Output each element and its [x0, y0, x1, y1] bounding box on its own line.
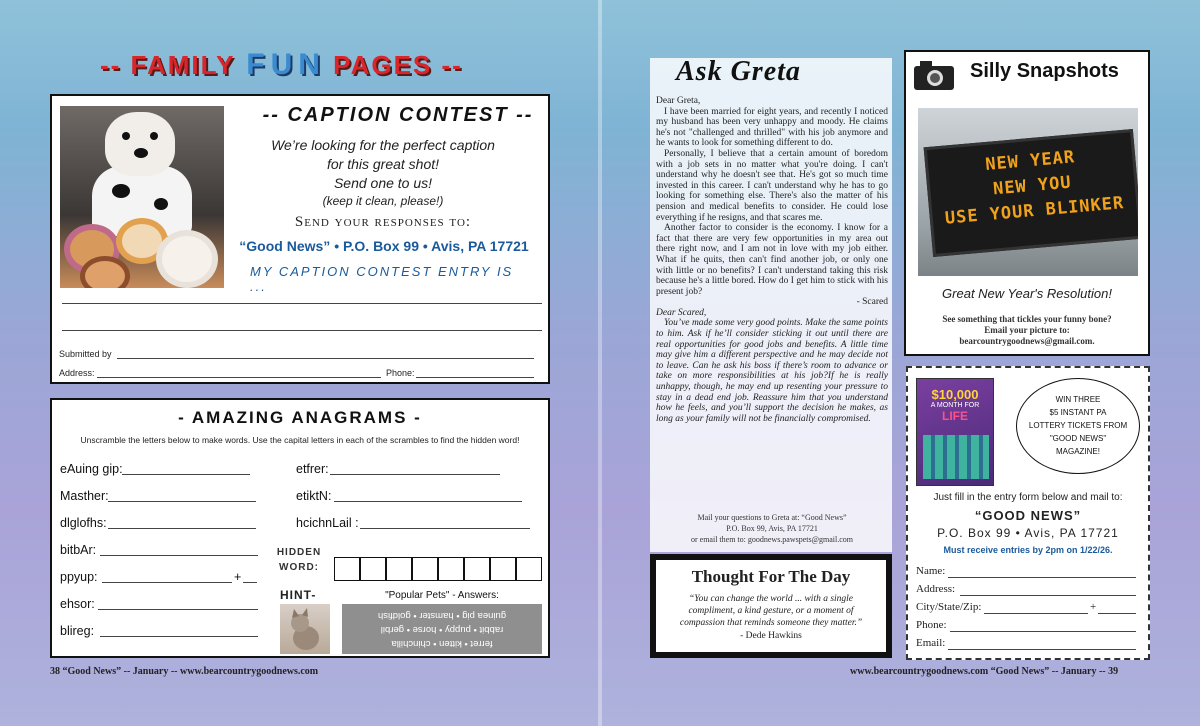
answers-line: rabbit • puppy • horse • gerbil — [380, 624, 504, 635]
greta-paragraph: Another factor to consider is the economy. I know for a fact that there are very few opportunities in my area out there right now, and I am not in love with my job either. What if he quits, then can't find another job, or only one with little or no benefits? I can't understand taking this risk because he's a little bored. How do I get him to stick with his present job? — [656, 223, 888, 297]
lottery-address: P.O. Box 99 • Avis, PA 17721 — [937, 526, 1119, 540]
hidden-letter-box[interactable] — [516, 557, 542, 581]
burst-line: $5 INSTANT PA — [1049, 408, 1107, 417]
burst-line: "GOOD NEWS" — [1049, 434, 1107, 443]
greta-contact-line: P.O. Box 99, Avis, PA 17721 — [726, 524, 818, 533]
snapshot-prompt: See something that tickles your funny bone? — [942, 314, 1112, 324]
hidden-letter-box[interactable] — [490, 557, 516, 581]
hidden-word-boxes — [334, 557, 542, 581]
anagram-answer-field[interactable] — [360, 528, 530, 529]
anagram-answer-field[interactable] — [334, 501, 522, 502]
lottery-city-field[interactable] — [984, 613, 1088, 614]
ticket-text: A MONTH FOR — [930, 402, 980, 409]
anagram-word: dlglofhs: — [60, 516, 107, 530]
submitted-by-label: Submitted by — [59, 349, 112, 359]
greta-reply-salutation: Dear Scared, — [656, 307, 707, 318]
anagram-word: blireg: — [60, 624, 95, 638]
anagram-word: ehsor: — [60, 597, 95, 611]
anagram-word: hcichnLail : — [296, 516, 359, 530]
caption-line1: We’re looking for the perfect caption — [271, 137, 495, 153]
upside-down-answers — [342, 604, 542, 654]
anagram-word: bitbAr: — [60, 543, 97, 557]
burst-line: LOTTERY TICKETS FROM — [1028, 421, 1128, 430]
anagram-answer-field[interactable] — [330, 474, 500, 475]
anagram-word: Masther: — [60, 489, 109, 503]
hidden-letter-box[interactable] — [438, 557, 464, 581]
caption-address-field[interactable] — [97, 377, 381, 378]
ticket-amount: $10,000 — [931, 387, 979, 402]
anagram-answer-field[interactable] — [108, 501, 256, 502]
greta-paragraph: Personally, I believe that a certain amount of boredom with a job sets in no matter what you're doing. I can't understand why he doesn't see that. He's got so much time invested in this career. I can't understand why he has to go looking for something else. There's also the matter of his pension and medical benefits to consider. He could lose everything if he resigns, and that scares me. — [656, 148, 888, 223]
thought-title: Thought For The Day — [691, 567, 851, 586]
greta-contact-line: Mail your questions to Greta at: “Good News” — [697, 513, 847, 522]
hidden-letter-box[interactable] — [412, 557, 438, 581]
left-page-footer: 38 “Good News” -- January -- www.bearcountrygoodnews.com — [50, 666, 319, 677]
anagrams-instructions: Unscramble the letters below to make words. Use the capital letters in each of the scrambles to find the hidden word! — [80, 435, 520, 445]
anagram-word: ppyup: — [60, 570, 98, 584]
anagram-answer-field[interactable] — [98, 609, 258, 610]
greta-salutation: Dear Greta, — [656, 96, 701, 106]
lottery-phone-field[interactable] — [950, 631, 1136, 632]
hidden-letter-box[interactable] — [386, 557, 412, 581]
anagram-answer-field[interactable] — [108, 528, 256, 529]
caption-contest-title: -- CAPTION CONTEST -- — [262, 104, 534, 126]
anagram-word: etfrer: — [296, 462, 329, 476]
thought-quote: “You can change the world ... with a single compliment, a kind gesture, or a moment of compassion that reminds someone they matter.” — [679, 594, 863, 628]
sign-line: NEW YEAR — [984, 147, 1076, 176]
snapshot-caption: Great New Year's Resolution! — [942, 286, 1112, 301]
lottery-address-field[interactable] — [960, 595, 1136, 596]
caption-line3: Send one to us! — [333, 175, 433, 191]
ticket-life: LIFE — [942, 409, 968, 423]
answers-line: ferret • kitten • chinchilla — [391, 638, 493, 649]
anagram-plus-field[interactable] — [243, 582, 257, 583]
anagram-answer-field[interactable] — [122, 474, 250, 475]
family-fun-pages-title: -- FAMILY F U N PAGES -- — [100, 48, 463, 81]
ask-greta-title: Ask Greta — [676, 56, 801, 87]
anagram-answer-field[interactable] — [100, 636, 258, 637]
hidden-letter-box[interactable] — [334, 557, 360, 581]
sign-line: USE YOUR BLINKER — [944, 193, 1125, 229]
submitted-by-field[interactable] — [117, 358, 534, 359]
led-sign — [924, 129, 1138, 257]
popular-pets-label: "Popular Pets" - Answers: — [385, 590, 499, 601]
lottery-name-field[interactable] — [948, 577, 1136, 578]
lottery-ticket-image — [916, 378, 994, 486]
bulldog-donuts-photo — [60, 106, 224, 288]
greta-contact-line: or email them to: goodnews.pawspets@gmail.com — [690, 535, 853, 544]
greta-reply: You’ve made some very good points. Make the same points to him. Ask if he’ll consider sticking it out until there are real opportunities for good jobs and benefits. A little time may give him a different perspective and he may decide not to leave. Can he ask his boss if there’s room to advance or take on more responsibilities at his job?If he is really unhappy, though, he may end up resenting your pressure to stay in a dead end job. Reassure him that you understand how he feels, and you’ll support the decision he makes, as long as your family will not be financially compromised. — [656, 318, 888, 424]
lottery-address-label: Address: — [916, 583, 956, 595]
page-gutter — [598, 0, 602, 726]
hidden-word-label: HIDDEN WORD: — [276, 547, 322, 573]
lottery-zip4-field[interactable] — [1098, 613, 1136, 614]
lottery-name-label: Name: — [916, 565, 946, 577]
blinker-sign-photo — [918, 108, 1138, 276]
win-three-burst — [1016, 378, 1140, 474]
greta-paragraph: I have been married for eight years, and recently I noticed my husband has been very unhappy and moody. He claims he's not "challenged and thrilled" with his job anymore and he wants to look for something different to do. — [656, 106, 888, 149]
caption-phone-label: Phone: — [386, 368, 415, 378]
caption-line4: (keep it clean, please!) — [322, 194, 444, 208]
thought-author: - Dede Hawkins — [740, 631, 802, 641]
anagram-plus-sign: + — [234, 570, 242, 584]
lottery-phone-label: Phone: — [916, 619, 947, 631]
send-responses-label: Send your responses to: — [294, 214, 472, 230]
right-page-footer: www.bearcountrygoodnews.com “Good News” -- January -- 39 — [850, 666, 1119, 677]
snapshot-email-label: Email your picture to: — [984, 325, 1070, 335]
lottery-good-news: “GOOD NEWS” — [974, 508, 1082, 523]
hidden-letter-box[interactable] — [464, 557, 490, 581]
lottery-email-field[interactable] — [948, 649, 1136, 650]
ticket-play-area — [923, 435, 989, 479]
greta-contact-info — [656, 512, 888, 545]
anagram-word: eAuing gip: — [60, 462, 123, 476]
burst-line: MAGAZINE! — [1055, 447, 1100, 456]
thought-for-the-day-box — [650, 554, 892, 658]
caption-address-label: Address: — [59, 368, 95, 378]
hint-label: HINT- — [280, 588, 317, 602]
greta-signoff: - Scared — [856, 297, 888, 308]
anagram-answer-field[interactable] — [100, 555, 258, 556]
kitten-hint-image — [280, 604, 330, 654]
hidden-letter-box[interactable] — [360, 557, 386, 581]
burst-line: WIN THREE — [1055, 395, 1101, 404]
lottery-plus-sign: + — [1090, 601, 1097, 613]
silly-snapshots-title: Silly Snapshots — [970, 60, 1119, 82]
caption-mail-address: “Good News” • P.O. Box 99 • Avis, PA 17721 — [239, 238, 529, 254]
lottery-instruction: Just fill in the entry form below and mail to: — [933, 492, 1123, 503]
caption-line2: for this great shot! — [326, 156, 440, 172]
cat-icon — [280, 604, 330, 654]
caption-entry-prompt: MY CAPTION CONTEST ENTRY IS ... — [250, 264, 514, 294]
camera-icon — [912, 58, 958, 94]
anagrams-title: - AMAZING ANAGRAMS - — [178, 408, 422, 427]
anagram-word: etiktN: — [296, 489, 332, 503]
sign-line: NEW YOU — [992, 172, 1073, 200]
caption-entry-line-2[interactable] — [62, 330, 542, 331]
lottery-deadline: Must receive entries by 2pm on 1/22/26. — [943, 545, 1113, 555]
caption-entry-line-1[interactable] — [62, 303, 542, 304]
lottery-city-label: City/State/Zip: — [916, 601, 982, 613]
lottery-email-label: Email: — [916, 637, 946, 649]
answers-line: guinea pig • hamster • goldfish — [377, 610, 507, 621]
anagram-answer-field[interactable] — [102, 582, 232, 583]
ask-greta-letter — [656, 96, 888, 424]
snapshot-email[interactable]: bearcountrygoodnews@gmail.com. — [959, 336, 1095, 346]
caption-phone-field[interactable] — [416, 377, 534, 378]
